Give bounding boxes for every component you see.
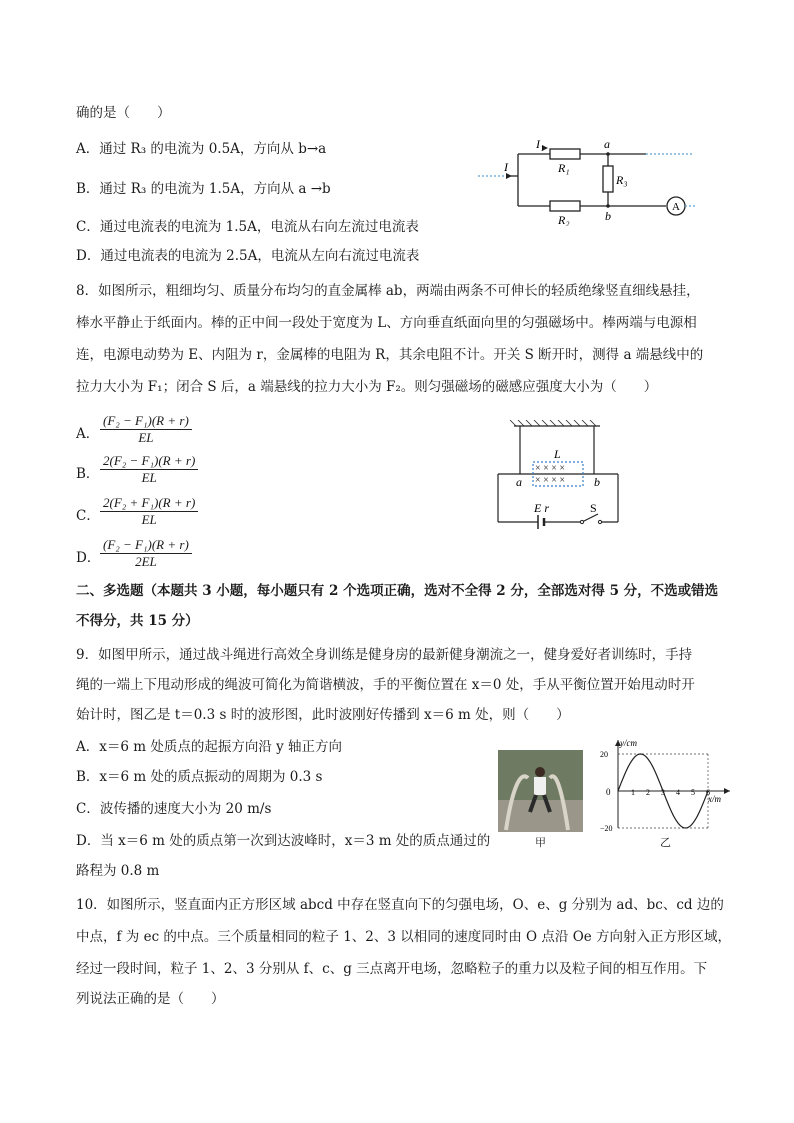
q8-label-b: b — [594, 475, 600, 489]
magnetic-field-row-2: × × × × — [535, 475, 566, 486]
q8-option-d-label: D． — [76, 550, 101, 566]
q9-option-c: C．波传播的速度大小为 20 m/s — [76, 801, 272, 817]
q8-label-l: L — [554, 447, 561, 461]
caption-jia: 甲 — [535, 836, 546, 849]
q7-label-r3: R₃ — [616, 173, 628, 187]
q8-label-emf: E r — [534, 501, 549, 515]
q7-stem-continuation: 确的是（ ） — [76, 105, 171, 121]
caption-yi: 乙 — [660, 836, 671, 849]
q8-option-b-denominator: EL — [141, 470, 157, 485]
q8-stem-line-3: 连，电源电动势为 E、内阻为 r，金属棒的电阻为 R，其余电阻不计。开关 S 断开时，测得 a 端悬线中的 — [76, 347, 704, 363]
q9-option-d-line-1: D．当 x＝6 m 处的质点第一次到达波峰时，x＝3 m 处的质点通过的 — [76, 833, 491, 849]
x-axis-label: x/m — [708, 794, 721, 804]
q9-waveform-chart — [596, 736, 736, 832]
q7-option-d: D．通过电流表的电流为 2.5A，电流从左向右流过电流表 — [76, 248, 420, 264]
q8-option-d-numerator: (F₂ − F₁)(R + r) — [100, 537, 192, 554]
q8-option-d-formula — [100, 537, 192, 570]
q9-option-d-line-2: 路程为 0.8 m — [76, 863, 160, 879]
x-axis-arrow — [724, 788, 730, 794]
y-axis-label: y/cm — [620, 738, 637, 748]
x-tick-label: 4 — [676, 788, 680, 797]
y-tick-label: 20 — [600, 750, 608, 759]
y-tick-label: −20 — [600, 824, 613, 832]
q8-option-b-label: B． — [76, 466, 100, 482]
q8-rod-circuit-diagram — [494, 420, 624, 530]
q7-label-r2: R₂ — [558, 213, 570, 226]
q9-stem-line-3: 始计时，图乙是 t＝0.3 s 时的波形图，此时波刚好传播到 x＝6 m 处，则（ ） — [76, 707, 570, 723]
q8-label-switch: S — [590, 501, 597, 515]
x-tick-label: 6 — [706, 788, 710, 797]
section-2-heading-line-2: 不得分，共 15 分） — [76, 613, 199, 629]
q9-option-b: B．x＝6 m 处的质点振动的周期为 0.3 s — [76, 769, 323, 785]
q10-stem-line-2: 中点，f 为 ec 的中点。三个质量相同的粒子 1、2、3 以相同的速度同时由 O 点沿 Oe 方向射入正方形区域， — [76, 929, 732, 945]
q8-option-c-formula — [100, 495, 198, 528]
q8-option-c-denominator: EL — [141, 512, 157, 527]
q8-stem-line-1: 8．如图所示，粗细均匀、质量分布均匀的直金属棒 ab，两端由两条不可伸长的轻质绝缘竖直细线悬挂， — [76, 283, 700, 299]
q10-stem-line-1: 10．如图所示，竖直面内正方形区域 abcd 中存在竖直向下的匀强电场，O、e、g 分别为 ad、bc、cd 边的 — [76, 897, 724, 913]
ammeter-label: A — [672, 201, 680, 213]
q8-option-a-formula — [100, 413, 192, 446]
q7-label-r1: R₁ — [558, 161, 570, 175]
q9-stem-line-1: 9．如图甲所示，通过战斗绳进行高效全身训练是健身房的最新健身潮流之一，健身爱好者训练时，手持 — [76, 647, 693, 663]
q10-stem-line-4: 列说法正确的是（ ） — [76, 991, 225, 1007]
battle-rope-photo — [498, 750, 583, 832]
q7-label-a: a — [604, 137, 610, 151]
q7-label-b: b — [605, 209, 611, 223]
q7-label-i: I — [504, 160, 508, 174]
q7-option-a: A．通过 R₃ 的电流为 0.5A，方向从 b→a — [76, 141, 327, 157]
q8-option-c-label: C． — [76, 508, 100, 524]
origin-label: 0 — [606, 787, 611, 797]
q8-option-a-label: A． — [76, 426, 100, 442]
q8-stem-line-2: 棒水平静止于纸面内。棒的正中间一段处于宽度为 L、方向垂直纸面向里的匀强磁场中。棒两端与电源相 — [76, 315, 697, 331]
q8-option-a-numerator: (F₂ − F₁)(R + r) — [100, 413, 192, 430]
x-tick-label: 2 — [646, 788, 650, 797]
x-tick-label: 5 — [691, 788, 695, 797]
q8-option-a-denominator: EL — [138, 430, 154, 445]
q8-option-c-numerator: 2(F₂ + F₁)(R + r) — [100, 495, 198, 512]
x-tick-label: 3 — [661, 788, 665, 797]
q8-option-b-numerator: 2(F₂ − F₁)(R + r) — [100, 453, 198, 470]
q8-option-d-denominator: 2EL — [135, 554, 157, 569]
section-2-heading-line-1: 二、多选题（本题共 3 小题，每小题只有 2 个选项正确，选对不全得 2 分，全部选对得 5 分，不选或错选 — [76, 583, 719, 599]
q7-circuit-diagram — [478, 136, 698, 226]
q8-option-b-formula — [100, 453, 198, 486]
magnetic-field-row-1: × × × × — [535, 463, 566, 474]
q10-stem-line-3: 经过一段时间，粒子 1、2、3 分别从 f、c、g 三点离开电场，忽略粒子的重力以及粒子间的相互作用。下 — [76, 961, 708, 977]
q7-option-b: B．通过 R₃ 的电流为 1.5A，方向从 a →b — [76, 181, 331, 197]
q7-label-i1: I₁ — [536, 137, 545, 151]
q9-stem-line-2: 绳的一端上下甩动形成的绳波可简化为简谐横波，手的平衡位置在 x＝0 处，手从平衡位置开始甩动时开 — [76, 677, 695, 693]
q8-label-a: a — [516, 475, 522, 489]
q9-option-a: A．x＝6 m 处质点的起振方向沿 y 轴正方向 — [76, 739, 343, 755]
q8-stem-line-4: 拉力大小为 F₁；闭合 S 后，a 端悬线的拉力大小为 F₂。则匀强磁场的磁感应强度大小为（ ） — [76, 379, 658, 395]
q7-option-c: C．通过电流表的电流为 1.5A，电流从右向左流过电流表 — [76, 219, 419, 235]
x-tick-label: 1 — [631, 788, 635, 797]
